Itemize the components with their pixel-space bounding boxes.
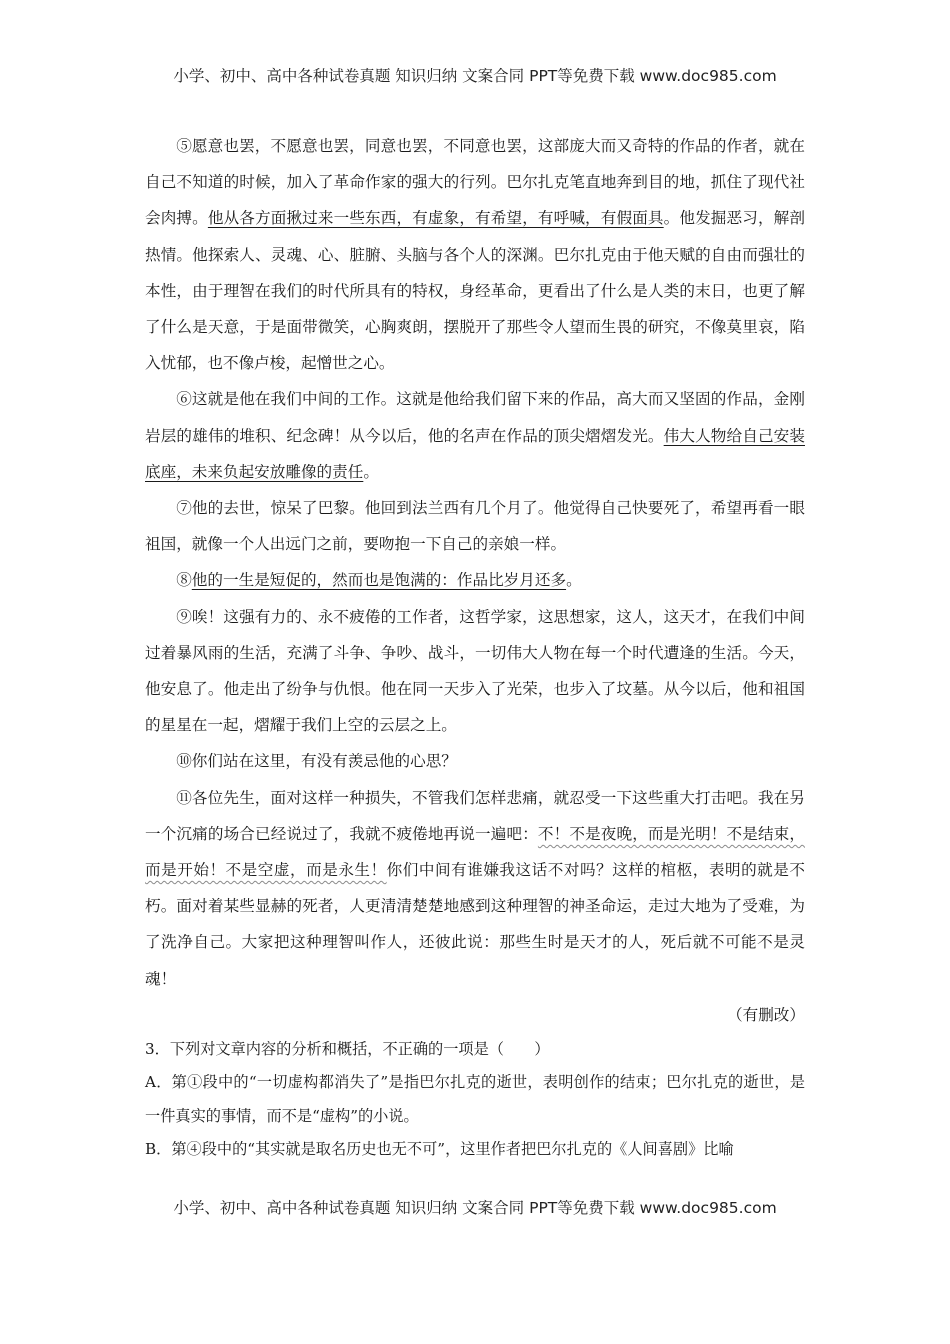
paragraph-10: ⑩你们站在这里，有没有羡忌他的心思？ [176,752,457,771]
paragraph-5-text-end: 。他发掘恶习，解剖热情。他探索人、灵魂、心、脏腑、头脑与各个人的深渊。巴尔扎克由于他天赋的自由而强壮的本性，由于理智在我们的时代所具有的特权，身经革命，更看出了什么是人类的末日，也更了解了什么是天意，于是面带微笑，心胸爽朗，摆脱开了那些令人望而生畏的研究，不像莫里哀，陷入忧郁，也不像卢梭，起憎世之心。 [145,209,805,373]
paragraph-9: ⑨唉！这强有力的、永不疲倦的工作者，这哲学家，这思想家，这人，这天才，在我们中间过着暴风雨的生活，充满了斗争、争吵、战斗，一切伟大人物在每一个时代遭逢的生活。今天，他安息了。他走出了纷争与仇恨。他在同一天步入了光荣，也步入了坟墓。从今以后，他和祖国的星星在一起，熠耀于我们上空的云层之上。 [145,607,805,735]
paragraph-7: ⑦他的去世，惊呆了巴黎。他回到法兰西有几个月了。他觉得自己快要死了，希望再看一眼祖国，就像一个人出远门之前，要吻抱一下自己的亲娘一样。 [145,499,805,554]
article-body [145,128,805,1167]
paragraph-8-text-end: 。 [566,571,582,590]
paragraph-6-underlined: 伟大人物给自己安装底座，未来负起安放雕像的责任 [145,426,805,481]
paragraph-11 [145,780,805,997]
paragraph-5-underlined: 他从各方面揪过来一些东西，有虚象，有希望，有呼喊，有假面具 [207,209,664,228]
question-3-option-b: B．第④段中的“其实就是取名历史也无不可”，这里作者把巴尔扎克的《人间喜剧》比喻 [145,1140,734,1159]
question-3-option-a: A．第①段中的“一切虚构都消失了”是指巴尔扎克的逝世，表明创作的结束；巴尔扎克的逝世，是一件真实的事情，而不是“虚构”的小说。 [145,1073,805,1125]
abridged-note: （有删改） [727,1005,805,1024]
footer-banner: 小学、初中、高中各种试卷真题 知识归纳 文案合同 PPT等免费下载 www.doc985.com [173,1199,777,1217]
paragraph-6-text-end: 。 [363,462,379,481]
paragraph-6-text: ⑥这就是他在我们中间的工作。这就是他给我们留下来的作品，高大而又坚固的作品，金刚岩层的雄伟的堆积、纪念碑！从今以后，他的名声在作品的顶尖熠熠发光。 [145,390,805,445]
header-banner: 小学、初中、高中各种试卷真题 知识归纳 文案合同 PPT等免费下载 www.doc985.com [173,67,777,85]
question-3-stem: 3．下列对文章内容的分析和概括，不正确的一项是（ ） [145,1039,550,1058]
paragraph-8-number: ⑧ [176,571,192,590]
paragraph-11-wavy-underlined: 不！不是夜晚，而是光明！不是结束，而是开始！不是空虚，而是永生！ [145,824,805,880]
paragraph-11-text-end: 你们中间有谁嫌我这话不对吗？这样的棺柩，表明的就是不朽。面对着某些显赫的死者，人更清清楚楚地感到这种理智的神圣命运，走过大地为了受难，为了洗净自己。大家把这种理智叫作人，还彼此说：那些生时是天才的人，死后就不可能不是灵魂！ [145,861,805,988]
paragraph-8 [145,562,805,598]
paragraph-5 [145,128,805,381]
paragraph-8-underlined: 他的一生是短促的，然而也是饱满的：作品比岁月还多 [191,571,567,590]
paragraph-11-text: ⑪各位先生，面对这样一种损失，不管我们怎样悲痛，就忍受一下这些重大打击吧。我在另一个沉痛的场合已经说过了，我就不疲倦地再说一遍吧： [145,788,805,843]
paragraph-5-text: ⑤愿意也罢，不愿意也罢，同意也罢，不同意也罢，这部庞大而又奇特的作品的作者，就在自己不知道的时候，加入了革命作家的强大的行列。巴尔扎克笔直地奔到目的地，抓住了现代社会肉搏。 [145,137,805,228]
paragraph-6 [145,381,805,490]
